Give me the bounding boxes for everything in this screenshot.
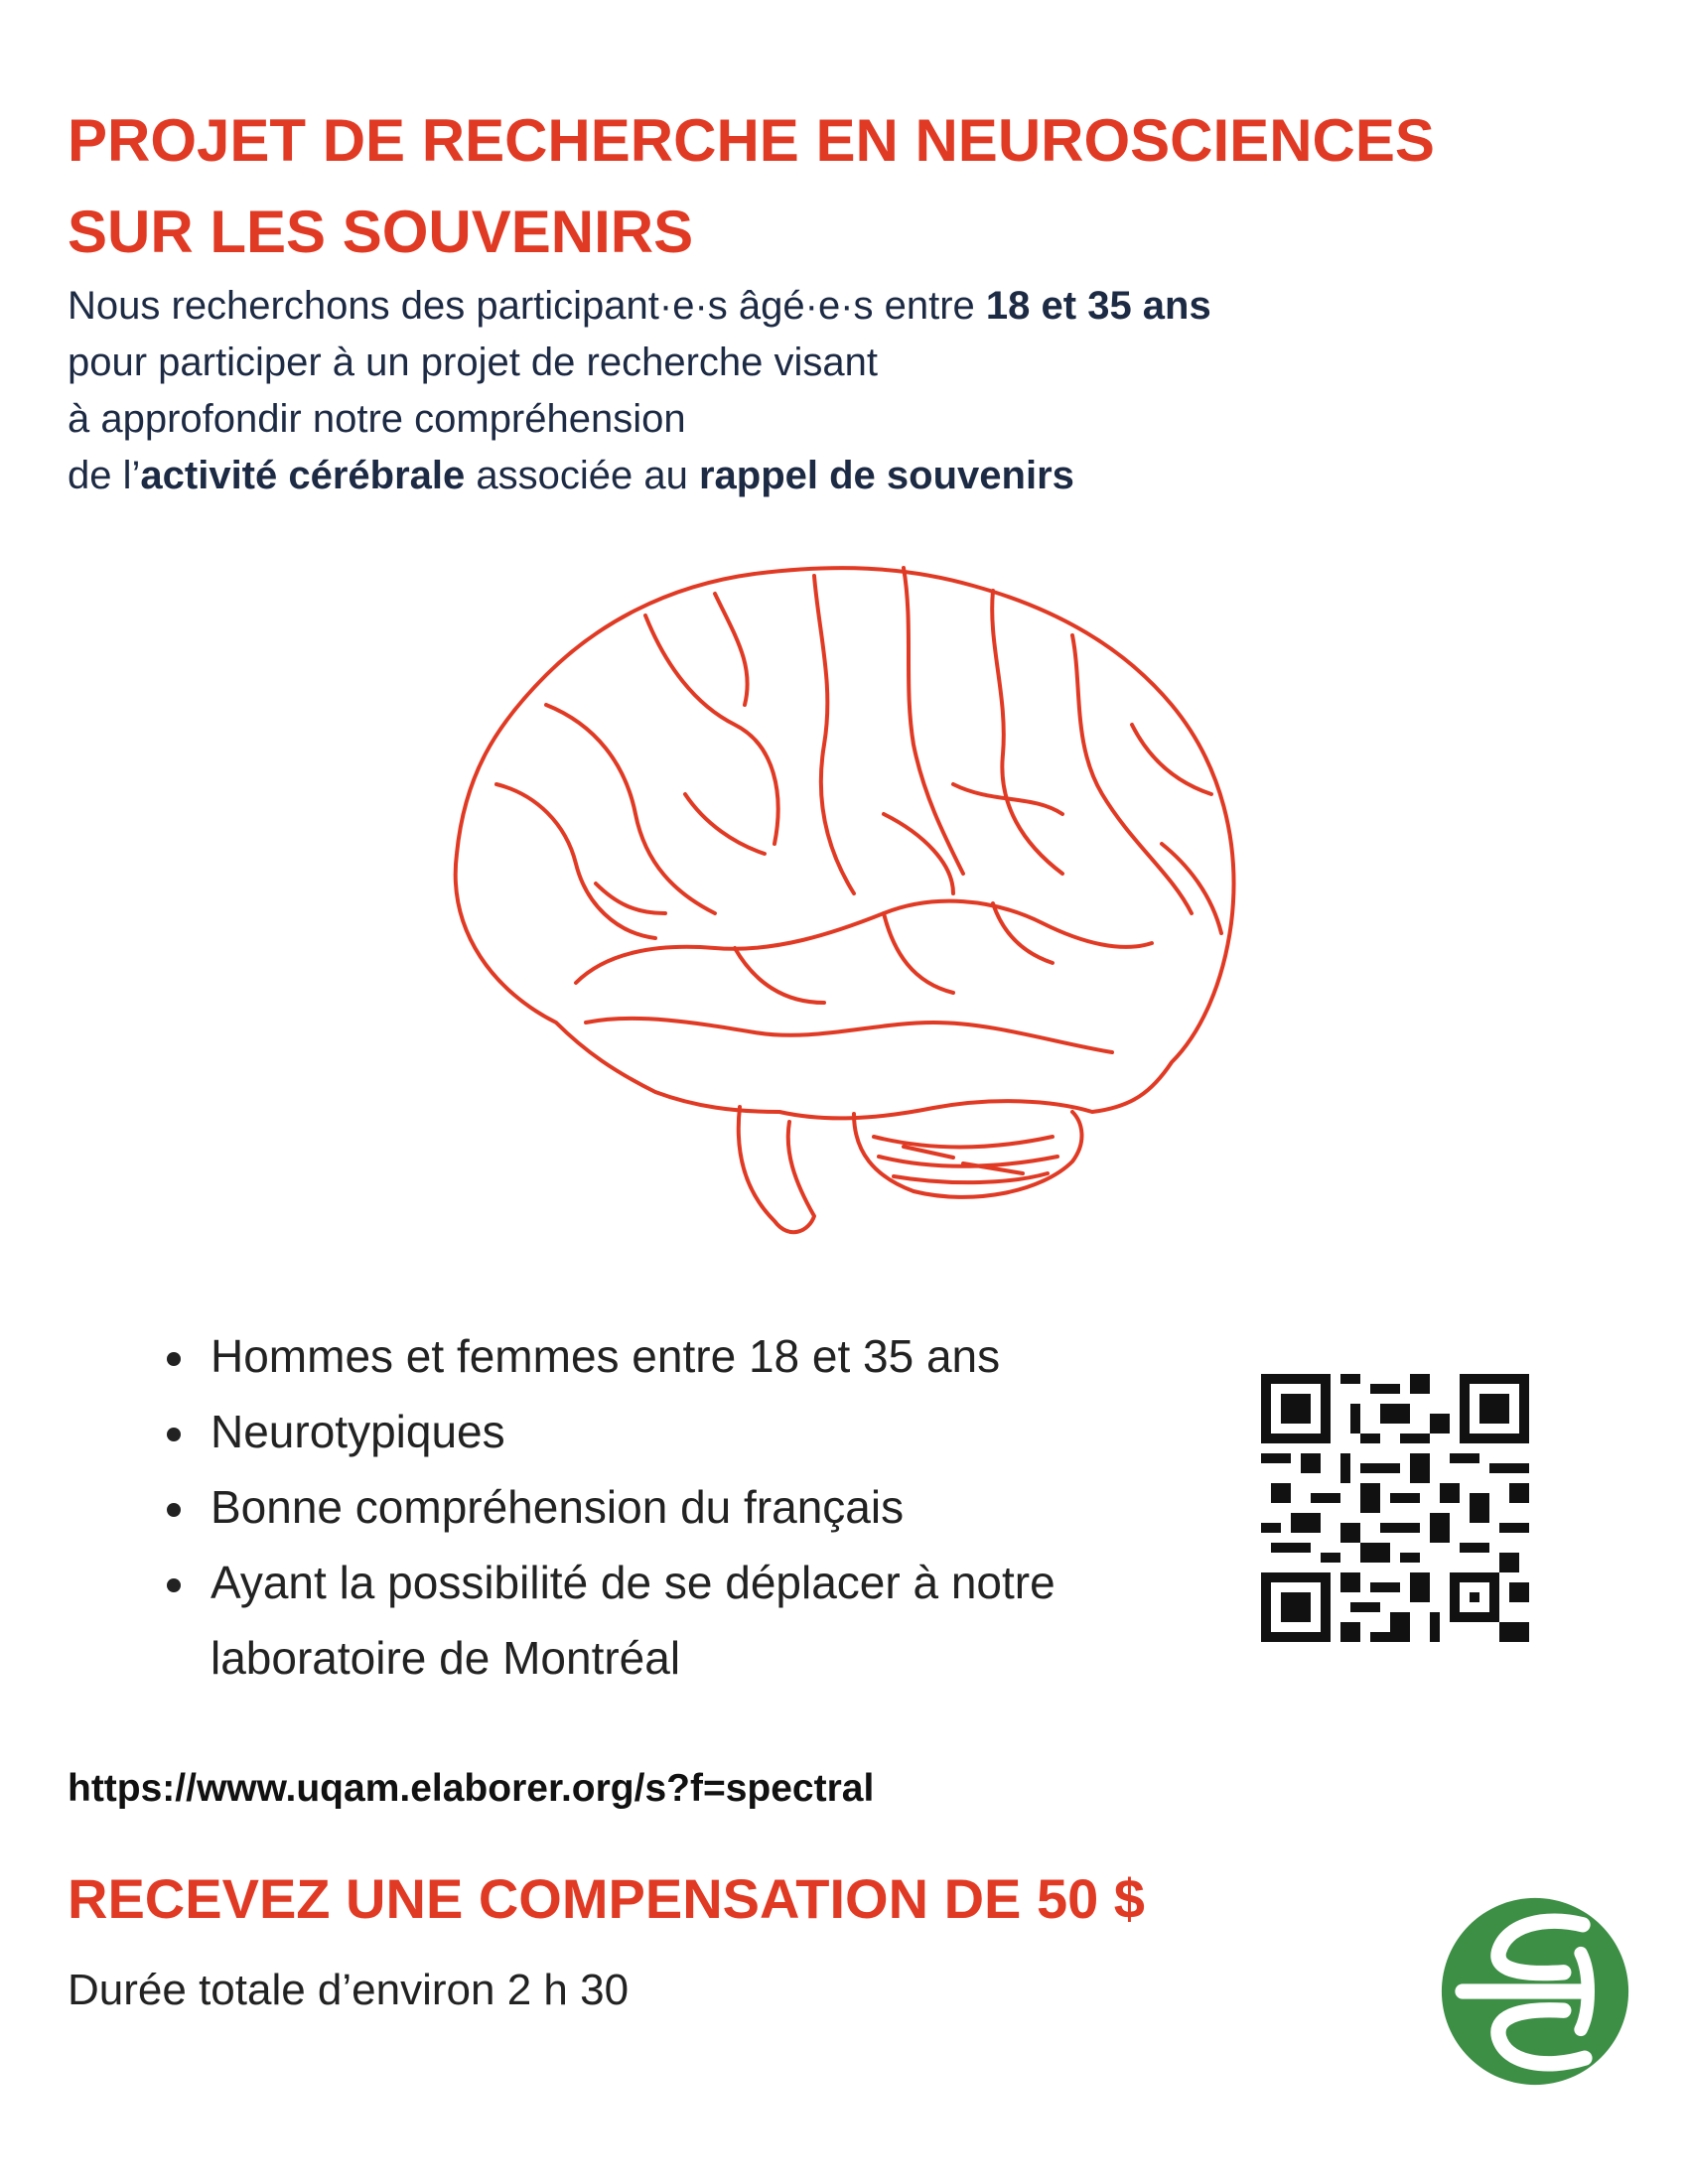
age-range-highlight: 18 et 35 ans <box>985 284 1211 328</box>
intro-line-3: à approfondir notre compréhension <box>68 397 686 441</box>
intro-text: Nous recherchons des participant·e·s âgé·e·s entre <box>68 284 986 328</box>
intro-paragraph <box>68 278 1557 504</box>
duration-text: Durée totale d’environ 2 h 30 <box>68 1966 630 2014</box>
memory-recall-highlight: rappel de souvenirs <box>698 454 1074 497</box>
list-item: Ayant la possibilité de se déplacer à notre laboratoire de Montréal <box>159 1545 1211 1696</box>
title-line-1: PROJET DE RECHERCHE EN NEUROSCIENCES <box>68 107 1435 174</box>
intro-line-2: pour participer à un projet de recherche visant <box>68 341 879 384</box>
list-item: Bonne compréhension du français <box>159 1469 1211 1545</box>
intro-line-4 <box>68 448 1557 504</box>
elaborer-logo-icon <box>1440 1896 1630 2087</box>
intro-text: de l’ <box>68 454 141 497</box>
page-title <box>68 95 1617 278</box>
study-url-link[interactable]: https://www.uqam.elaborer.org/s?f=spectral <box>68 1767 875 1810</box>
brain-icon <box>437 556 1271 1251</box>
compensation-heading: RECEVEZ UNE COMPENSATION DE 50 $ <box>68 1867 1145 1930</box>
qr-code-icon[interactable] <box>1261 1374 1529 1642</box>
brain-activity-highlight: activité cérébrale <box>140 454 466 497</box>
list-item: Hommes et femmes entre 18 et 35 ans <box>159 1318 1211 1394</box>
intro-text: associée au <box>465 454 699 497</box>
eligibility-criteria-list <box>159 1318 1211 1696</box>
intro-line-1 <box>68 278 1557 335</box>
title-line-2: SUR LES SOUVENIRS <box>68 199 694 265</box>
list-item: Neurotypiques <box>159 1394 1211 1469</box>
